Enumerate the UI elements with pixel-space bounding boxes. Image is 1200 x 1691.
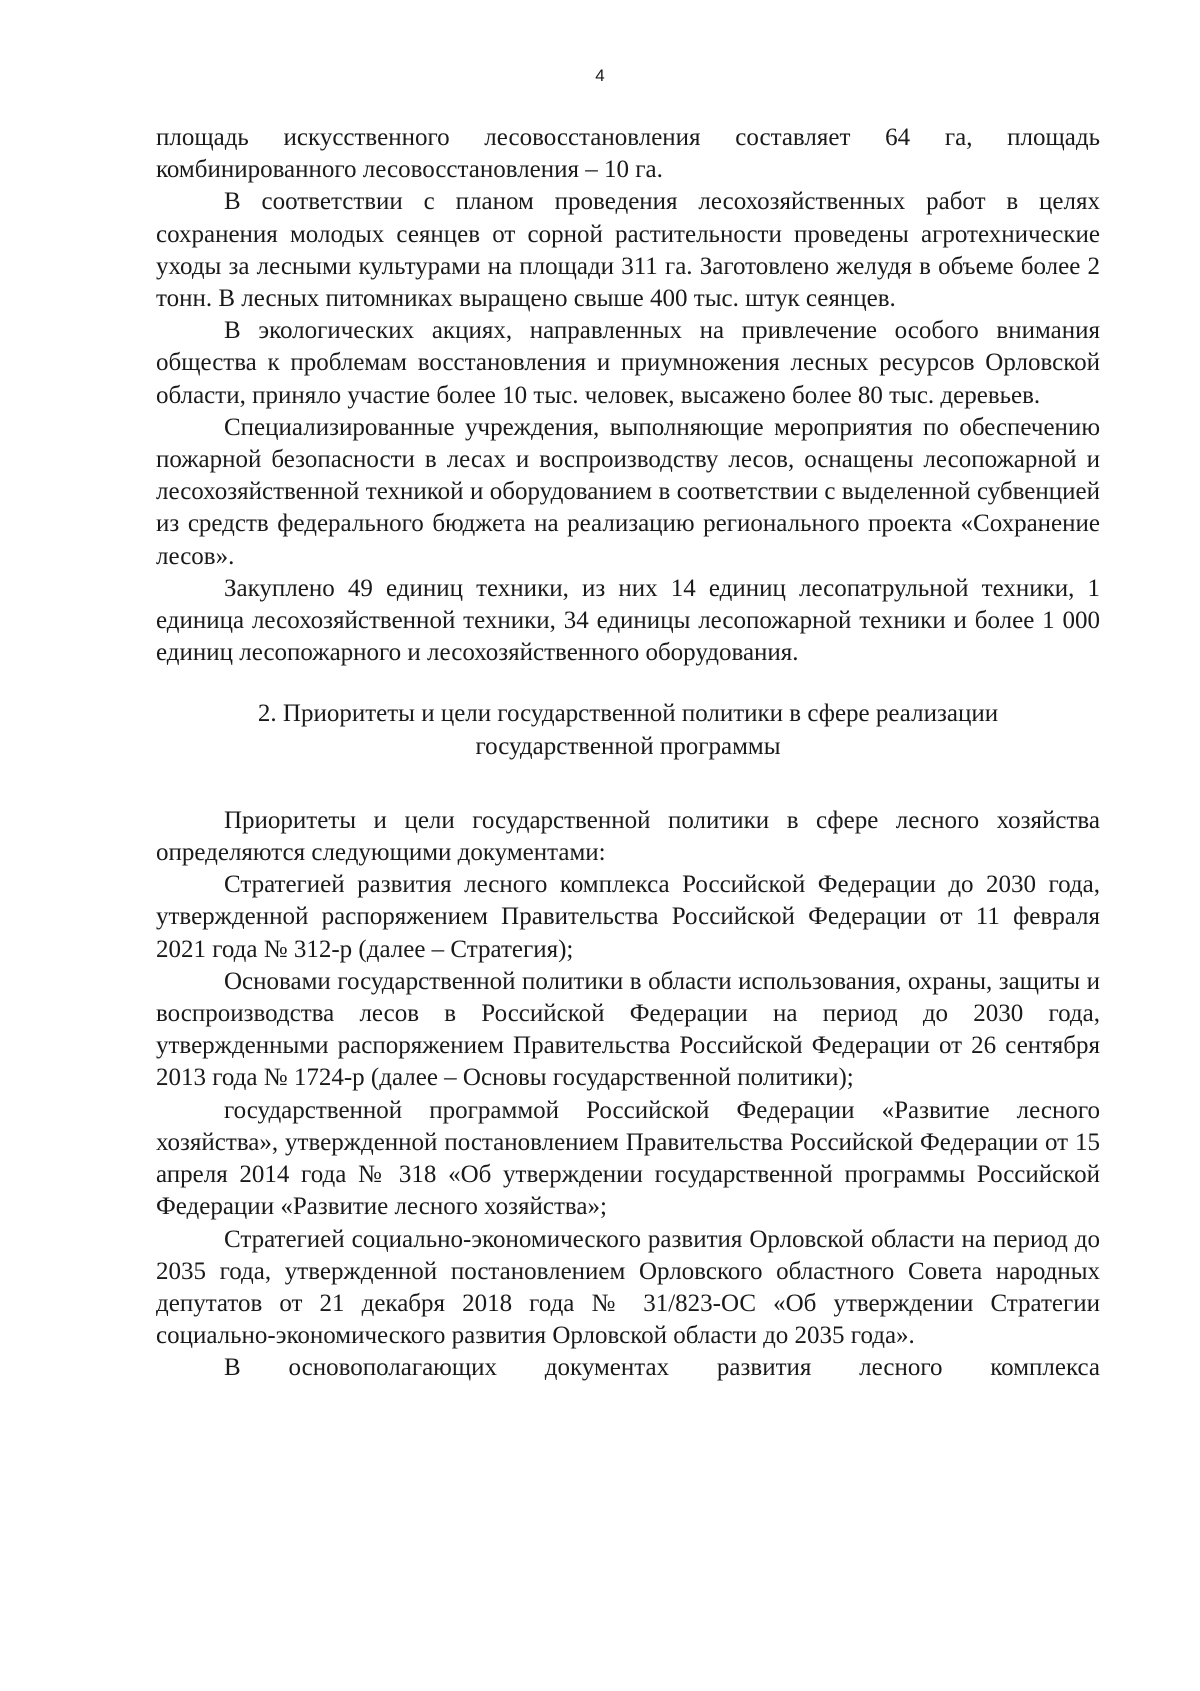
section-heading-line-2: государственной программы (475, 732, 781, 760)
paragraph-equipment-purchased: Закуплено 49 единиц техники, из них 14 единиц лесопатрульной техники, 1 единица лесохозяйственной техники, 34 единицы лесопожарной техники и более 1 000 единиц лесопожарного и лесохозяйственного оборудования. (156, 574, 1100, 667)
paragraph-federal-program: государственной программой Российской Федерации «Развитие лесного хозяйства», утвержденной постановлением Правительства Российской Федерации от 15 апреля 2014 года № 318 «Об утверждении государственной программы Российской Федерации «Развитие лесного хозяйства»; (156, 1096, 1100, 1221)
paragraph-priorities-intro: Приоритеты и цели государственной политики в сфере лесного хозяйства определяются следующими документами: (156, 806, 1100, 867)
paragraph-oryol-strategy: Стратегией социально-экономического развития Орловской области на период до 2035 года, утвержденной постановлением Орловского областного Совета народных депутатов от 21 декабря 2018 года № 31/823-ОС «Об утверждении Стратегии социально-экономического развития Орловской области до 2035 года». (156, 1225, 1100, 1350)
paragraph-agrotechnical-care: В соответствии с планом проведения лесохозяйственных работ в целях сохранения молодых сеянцев от сорной растительности проведены агротехнические уходы за лесными культурами на площади 311 га. Заготовлено желудя в объеме более 2 тонн. В лесных питомниках выращено свыше 400 тыс. штук сеянцев. (156, 188, 1100, 313)
paragraph-state-policy-foundations: Основами государственной политики в области использования, охраны, защиты и воспроизводства лесов в Российской Федерации на период до 2030 года, утвержденными распоряжением Правительства Российской Федерации от 26 сентября 2013 года № 1724-р (далее – Основы государственной политики); (156, 967, 1100, 1092)
page-number: 4 (595, 66, 605, 85)
paragraph-specialized-institutions: Специализированные учреждения, выполняющие мероприятия по обеспечению пожарной безопасности в лесах и воспроизводству лесов, оснащены лесопожарной и лесохозяйственной техникой и оборудованием в соответствии с выделенной субвенцией из средств федерального бюджета на реализацию регионального проекта «Сохранение лесов». (156, 413, 1100, 570)
section-heading-line-1: 2. Приоритеты и цели государственной политики в сфере реализации (257, 700, 999, 728)
paragraph-artificial-reforestation: площадь искусственного лесовосстановления составляет 64 га, площадь комбинированного лесовосстановления – 10 га. (156, 124, 1100, 184)
section-heading (156, 698, 1100, 762)
paragraph-fundamental-documents: В основополагающих документах развития лесного комплекса (224, 1354, 1100, 1382)
paragraph-ecological-actions: В экологических акциях, направленных на привлечение особого внимания общества к проблемам восстановления и приумножения лесных ресурсов Орловской области, приняло участие более 10 тыс. человек, высажено более 80 тыс. деревьев. (156, 317, 1100, 409)
paragraph-strategy-forest-complex: Стратегией развития лесного комплекса Российской Федерации до 2030 года, утвержденной распоряжением Правительства Российской Федерации от 11 февраля 2021 года № 312-р (далее – Стратегия); (156, 871, 1100, 963)
document-body (156, 122, 1100, 1385)
